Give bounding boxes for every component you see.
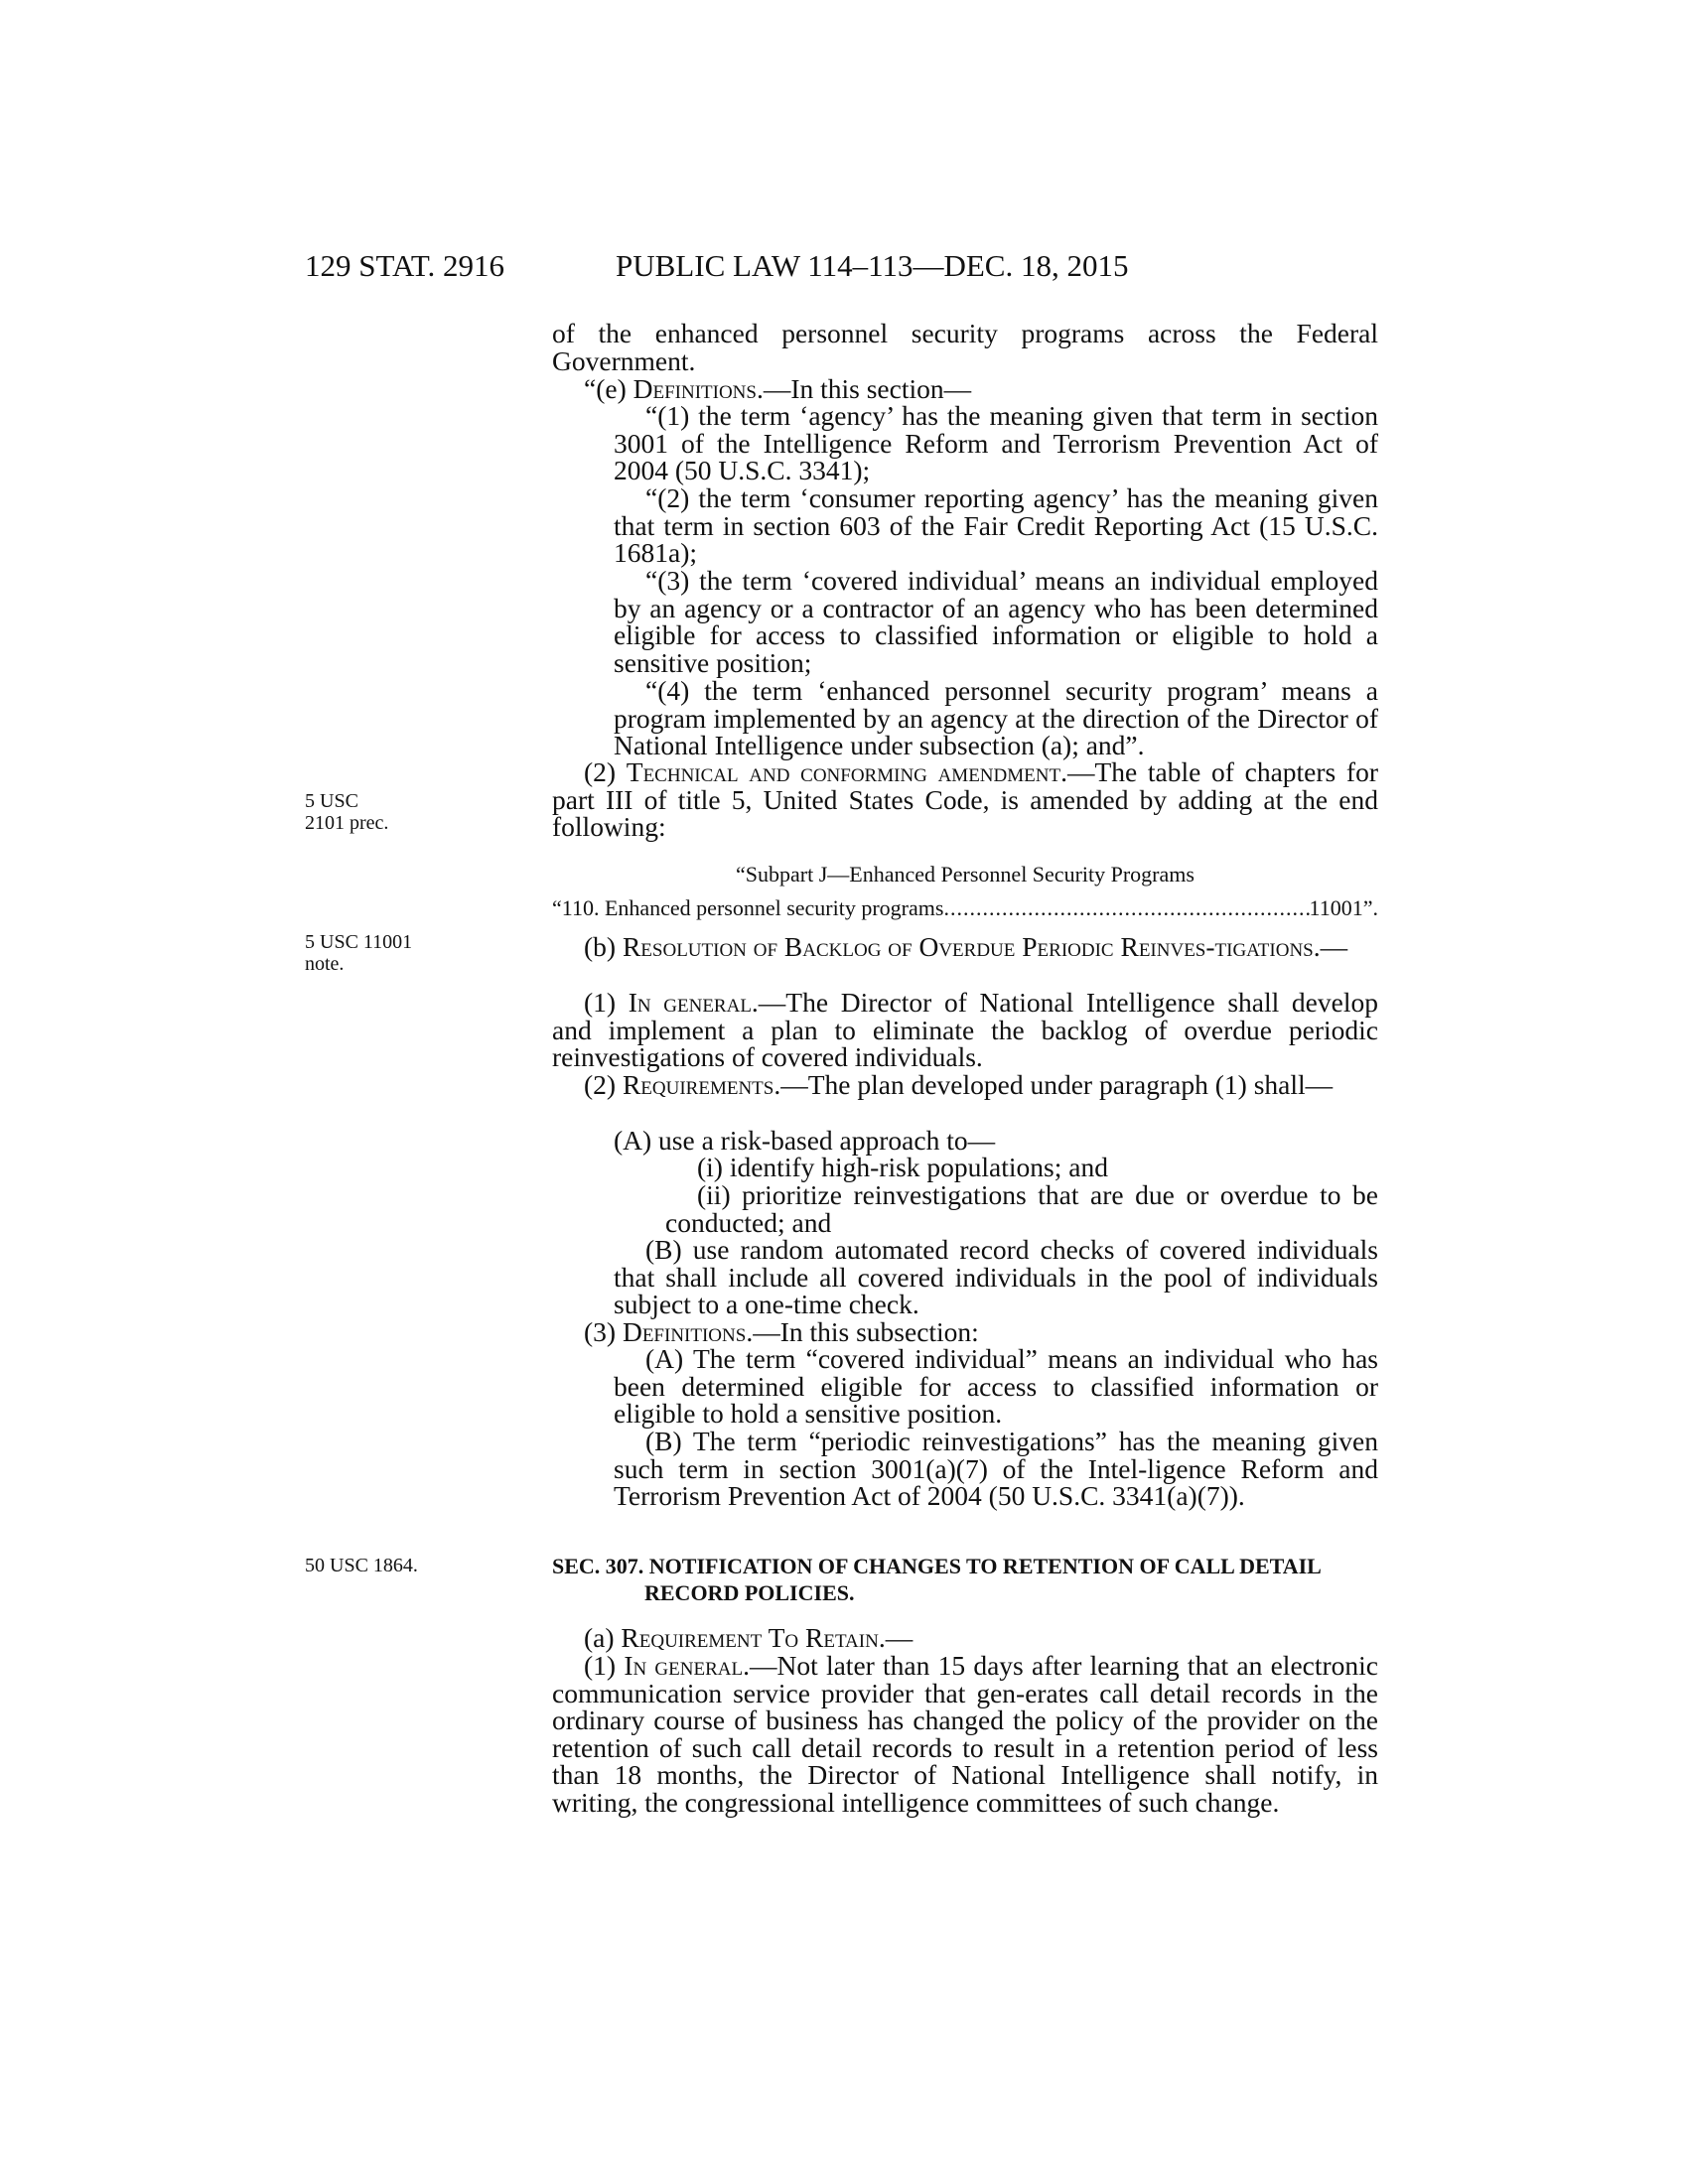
margin-note-5usc-2101: [305, 790, 454, 834]
text-fragment: .—: [878, 1622, 914, 1653]
text-fragment: (3): [584, 1316, 623, 1347]
margin-note-50usc-1864: 50 USC 1864.: [305, 1555, 418, 1576]
text-fragment: .—The table of chapters for part III of title 5, United States Code, is amended by adding at the end following:: [552, 756, 1378, 843]
margin-note-line: note.: [305, 953, 345, 975]
text-fragment: .—: [1313, 931, 1348, 962]
subsection-a-title: Requirement To Retain: [621, 1622, 879, 1653]
paragraph-b1-title: In general: [628, 987, 752, 1018]
text-fragment: (2): [584, 1069, 623, 1100]
margin-note-line: 2101 prec.: [305, 812, 389, 834]
section-heading-line: RECORD POLICIES.: [644, 1580, 855, 1605]
toc-item-number: 11001”.: [1309, 895, 1378, 920]
technical-amendment-title: Technical and conforming amendment: [626, 756, 1061, 787]
definition-2: “(2) the term ‘consumer reporting agency’ has the meaning given that term in section 603 of the Fair Credit Reporting Act (15 U.S.C. 1681a);: [614, 482, 1378, 569]
margin-note-line: 5 USC 11001: [305, 931, 413, 953]
text-fragment: (b): [584, 931, 623, 962]
clause-a: (A) use a risk-based approach to—: [614, 1125, 996, 1156]
text-fragment: .—In this section—: [756, 373, 972, 404]
text-fragment: (1): [584, 1650, 625, 1681]
clause-a-i: (i) identify high-risk populations; and: [697, 1152, 1108, 1182]
paragraph-b1-in-general: [552, 989, 1378, 1071]
toc-item-label: “110. Enhanced personnel security programs: [552, 895, 944, 920]
text-fragment: .—Not later than 15 days after learning that an electronic communication service provider that gen-erates call detail records in the ordinary course of business has changed the policy of the provider on the retention of such call detail records to result in a retention period of less than 18 months, the Director of National Intelligence shall notify, in writing, the congressional intelligence committees of such change.: [552, 1650, 1378, 1818]
toc-entry: [552, 895, 1378, 921]
definition-3: “(3) the term ‘covered individual’ means an individual employed by an agency or a contractor of an agency who has been determined eligible for access to classified information or eligible to hold a sensitive position;: [614, 565, 1378, 678]
definition-1: “(1) the term ‘agency’ has the meaning given that term in section 3001 of the Intelligence Reform and Terrorism Prevention Act of 2004 (50 U.S.C. 3341);: [614, 400, 1378, 486]
paragraph-a1-title: In general: [624, 1650, 744, 1681]
subpart-title: “Subpart J—Enhanced Personnel Security Programs: [736, 862, 1195, 887]
paragraph-b2-title: Requirements: [622, 1069, 774, 1100]
paragraph-b3-title: Definitions: [622, 1316, 747, 1347]
subsection-a-heading: [552, 1624, 1378, 1652]
section-heading-line: SEC. 307. NOTIFICATION OF CHANGES TO RETENTION OF CALL DETAIL: [552, 1554, 1322, 1578]
paragraph-continuation: of the enhanced personnel security programs across the Federal Government.: [552, 318, 1378, 376]
definition-covered-individual: (A) The term “covered individual” means an individual who has been determined eligible for access to classified information or eligible to hold a sensitive position.: [614, 1343, 1378, 1430]
clause-a-ii: (ii) prioritize reinvestigations that are due or overdue to be conducted; and: [665, 1179, 1378, 1238]
subsection-b-heading: [552, 933, 1378, 961]
running-title: PUBLIC LAW 114–113—DEC. 18, 2015: [616, 248, 1129, 283]
subsection-e-title: Definitions: [633, 373, 757, 404]
text-fragment: (1): [584, 987, 629, 1018]
text-fragment: (a): [584, 1622, 622, 1653]
paragraph-a1-in-general: [552, 1652, 1378, 1817]
subsection-e-heading: [552, 375, 1378, 403]
technical-amendment: [552, 758, 1378, 841]
text-fragment: “(e): [584, 373, 633, 404]
margin-note-line: 5 USC: [305, 790, 358, 812]
subsection-b-title: Resolution of Backlog of Overdue Periodic Reinves-tigations: [622, 931, 1314, 962]
paragraph-b2-requirements: [552, 1071, 1378, 1099]
toc-leader-dots: [943, 895, 1309, 921]
text-fragment: .—In this subsection:: [746, 1316, 979, 1347]
clause-b: (B) use random automated record checks of covered individuals that shall include all covered individuals in the pool of individuals subject to a one-time check.: [614, 1234, 1378, 1320]
page-number: 129 STAT. 2916: [305, 248, 505, 283]
text-fragment: .—The Director of National Intelligence shall develop and implement a plan to eliminate the backlog of overdue periodic reinvestigations of covered individuals.: [552, 987, 1378, 1073]
text-fragment: (2): [584, 756, 627, 787]
margin-note-5usc-11001: [305, 931, 454, 975]
definition-4: “(4) the term ‘enhanced personnel security program’ means a program implemented by an agency at the direction of the Director of National Intelligence under subsection (a); and”.: [614, 675, 1378, 761]
definition-periodic-reinvestigations: (B) The term “periodic reinvestigations” has the meaning given such term in section 3001(a)(7) of the Intel-ligence Reform and Terrorism Prevention Act of 2004 (50 U.S.C. 3341(a)(7)).: [614, 1426, 1378, 1512]
text-fragment: .—The plan developed under paragraph (1) shall—: [774, 1069, 1334, 1100]
section-307-heading: [552, 1553, 1378, 1606]
paragraph-b3-definitions: [552, 1318, 1378, 1346]
